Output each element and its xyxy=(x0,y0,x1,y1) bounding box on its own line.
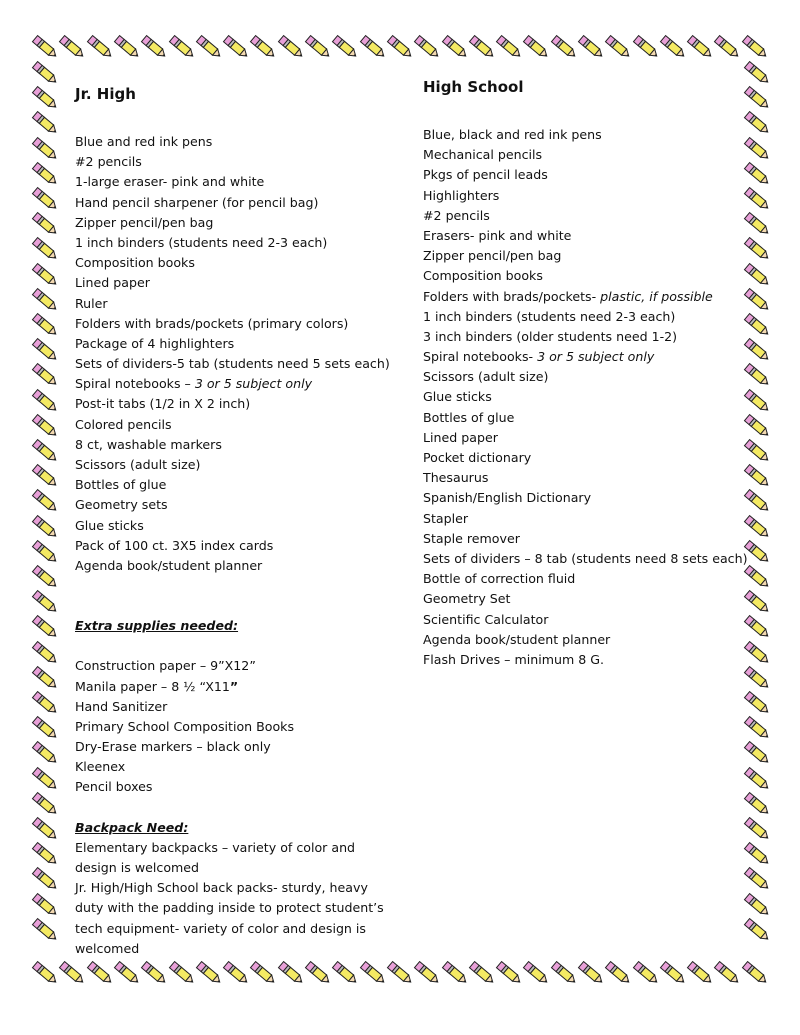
list-item: Thesaurus xyxy=(423,470,489,486)
list-item: Stapler xyxy=(423,510,469,526)
manila-label: Manila paper – 8 ½ “X11 xyxy=(75,678,230,694)
list-item: Pkgs of pencil leads xyxy=(423,167,548,183)
list-item xyxy=(423,287,743,307)
list-item: Composition books xyxy=(75,255,195,271)
list-item: Lined paper xyxy=(423,429,498,445)
list-item: Scientific Calculator xyxy=(423,611,549,627)
list-item: Post-it tabs (1/2 in X 2 inch) xyxy=(75,396,251,412)
list-item: Glue sticks xyxy=(75,517,144,533)
list-item: Hand Sanitizer xyxy=(75,698,168,714)
list-item: Glue sticks xyxy=(423,389,492,405)
list-item: Ruler xyxy=(75,295,108,311)
list-item: Hand pencil sharpener (for pencil bag) xyxy=(75,194,319,210)
list-item: 3 inch binders (older students need 1-2) xyxy=(423,328,678,344)
list-item: Blue, black and red ink pens xyxy=(423,127,602,142)
list-item xyxy=(423,347,743,367)
list-item: Geometry sets xyxy=(75,497,168,513)
backpack-elementary: Elementary backpacks – variety of color and design is welcomed xyxy=(75,839,356,876)
backpack-secondary: Jr. High/High School back packs- sturdy, heavy duty with the padding inside to protect student’s tech equipment- variety of color and design is welcomed xyxy=(75,880,384,956)
list-item: Geometry Set xyxy=(423,591,511,607)
backpack-title: Backpack Need: xyxy=(75,819,189,835)
manila-quote: ” xyxy=(229,678,239,694)
list-item: Bottles of glue xyxy=(75,477,167,493)
extra-supplies-list xyxy=(75,656,405,797)
list-item: Package of 4 highlighters xyxy=(75,335,235,351)
list-item: Zipper pencil/pen bag xyxy=(75,214,214,230)
list-item: Primary School Composition Books xyxy=(75,718,295,734)
list-item: Staple remover xyxy=(423,530,520,546)
spiral-note: 3 or 5 subject only xyxy=(194,376,313,392)
list-item: 1 inch binders (students need 2-3 each) xyxy=(423,308,676,324)
list-item: Highlighters xyxy=(423,187,500,203)
list-item: Erasers- pink and white xyxy=(423,227,572,243)
list-item: Sets of dividers – 8 tab (students need 8 sets each) xyxy=(423,550,748,566)
list-item: 8 ct, washable markers xyxy=(75,436,222,452)
list-item: Scissors (adult size) xyxy=(423,369,549,385)
list-item: Folders with brads/pockets (primary colors) xyxy=(75,315,349,331)
list-item: #2 pencils xyxy=(75,154,142,170)
list-item: Composition books xyxy=(423,268,543,284)
list-item: Sets of dividers-5 tab (students need 5 sets each) xyxy=(75,356,390,372)
list-item: Agenda book/student planner xyxy=(75,557,263,573)
spiral-label: Spiral notebooks- xyxy=(423,349,538,365)
list-item: Blue and red ink pens xyxy=(75,134,213,149)
list-item: Spanish/English Dictionary xyxy=(423,490,592,506)
extra-supplies-title: Extra supplies needed: xyxy=(75,618,239,634)
spiral-note: 3 or 5 subject only xyxy=(537,349,655,365)
jr-high-column xyxy=(75,84,405,959)
list-item: Pencil boxes xyxy=(75,779,153,795)
list-item: Dry-Erase markers – black only xyxy=(75,739,271,755)
list-item: Kleenex xyxy=(75,759,126,775)
list-item: 1 inch binders (students need 2-3 each) xyxy=(75,234,328,250)
list-item: Bottles of glue xyxy=(423,409,515,425)
folders-label: Folders with brads/pockets- xyxy=(423,288,601,304)
list-item: Flash Drives – minimum 8 G. xyxy=(423,651,604,667)
high-school-heading: High School xyxy=(423,78,524,96)
list-item: Construction paper – 9”X12” xyxy=(75,658,256,674)
jr-high-list xyxy=(75,132,405,576)
list-item: Pocket dictionary xyxy=(423,450,532,465)
list-item: 1-large eraser- pink and white xyxy=(75,174,265,190)
list-item: Lined paper xyxy=(75,275,150,291)
list-item: Pack of 100 ct. 3X5 index cards xyxy=(75,537,274,553)
high-school-column xyxy=(423,77,748,670)
list-item: Mechanical pencils xyxy=(423,147,543,163)
folders-note: plastic, if possible xyxy=(600,288,713,304)
high-school-list xyxy=(423,125,748,670)
list-item xyxy=(75,374,405,394)
list-item: Zipper pencil/pen bag xyxy=(423,248,562,264)
jr-high-heading: Jr. High xyxy=(75,85,136,103)
list-item xyxy=(75,677,405,697)
list-item: Scissors (adult size) xyxy=(75,457,201,472)
list-item: Bottle of correction fluid xyxy=(423,571,576,587)
spiral-label: Spiral notebooks – xyxy=(75,376,195,392)
list-item: Agenda book/student planner xyxy=(423,631,611,647)
list-item: Colored pencils xyxy=(75,416,172,432)
list-item: #2 pencils xyxy=(423,207,490,223)
